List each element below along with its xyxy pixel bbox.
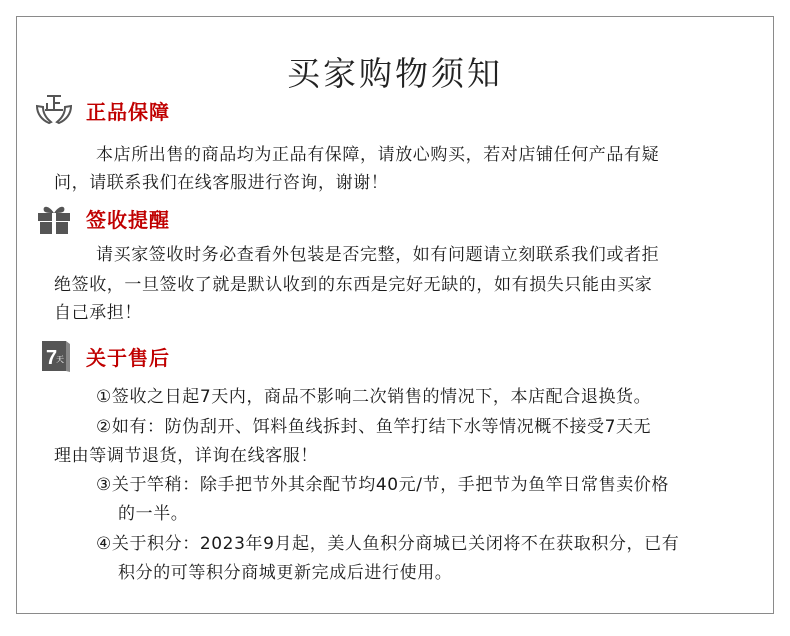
section-heading: 签收提醒 <box>86 207 170 232</box>
paragraph-line: ③关于竿稍：除手把节外其余配节均40元/节，手把节为鱼竿日常售卖价格 <box>96 475 669 495</box>
paragraph-line: 本店所出售的商品均为正品有保障，请放心购买，若对店铺任何产品有疑 <box>96 145 660 165</box>
section-sign-heading <box>34 200 170 236</box>
section-aftersale-heading <box>34 338 170 374</box>
hands-genuine-icon <box>34 92 74 128</box>
paragraph-line: ④关于积分：2023年9月起，美人鱼积分商城已关闭将不在获取积分，已有 <box>96 534 680 554</box>
paragraph-line: ①签收之日起7天内，商品不影响二次销售的情况下，本店配合退换货。 <box>96 387 652 407</box>
paragraph-line: 理由等调节退货，详询在线客服！ <box>54 446 318 466</box>
paragraph-line: 请买家签收时务必查看外包装是否完整，如有问题请立刻联系我们或者拒 <box>96 245 660 265</box>
paragraph-line: 自己承担！ <box>54 303 142 323</box>
section-genuine-heading <box>34 92 170 128</box>
gift-box-icon <box>34 200 74 236</box>
section-heading: 正品保障 <box>86 99 170 124</box>
paragraph-line: 的一半。 <box>118 504 189 524</box>
paragraph-line: 积分的可等积分商城更新完成后进行使用。 <box>118 563 453 583</box>
svg-text:7: 7 <box>46 347 58 369</box>
svg-text:天: 天 <box>56 355 64 364</box>
paragraph-line: 问，请联系我们在线客服进行咨询，谢谢！ <box>54 173 389 193</box>
paragraph-line: ②如有：防伪刮开、饵料鱼线拆封、鱼竿打结下水等情况概不接受7天无 <box>96 417 652 437</box>
seven-days-icon <box>34 338 74 374</box>
section-heading: 关于售后 <box>86 345 170 370</box>
page-title: 买家购物须知 <box>287 54 503 93</box>
paragraph-line: 绝签收，一旦签收了就是默认收到的东西是完好无缺的，如有损失只能由买家 <box>54 275 653 295</box>
